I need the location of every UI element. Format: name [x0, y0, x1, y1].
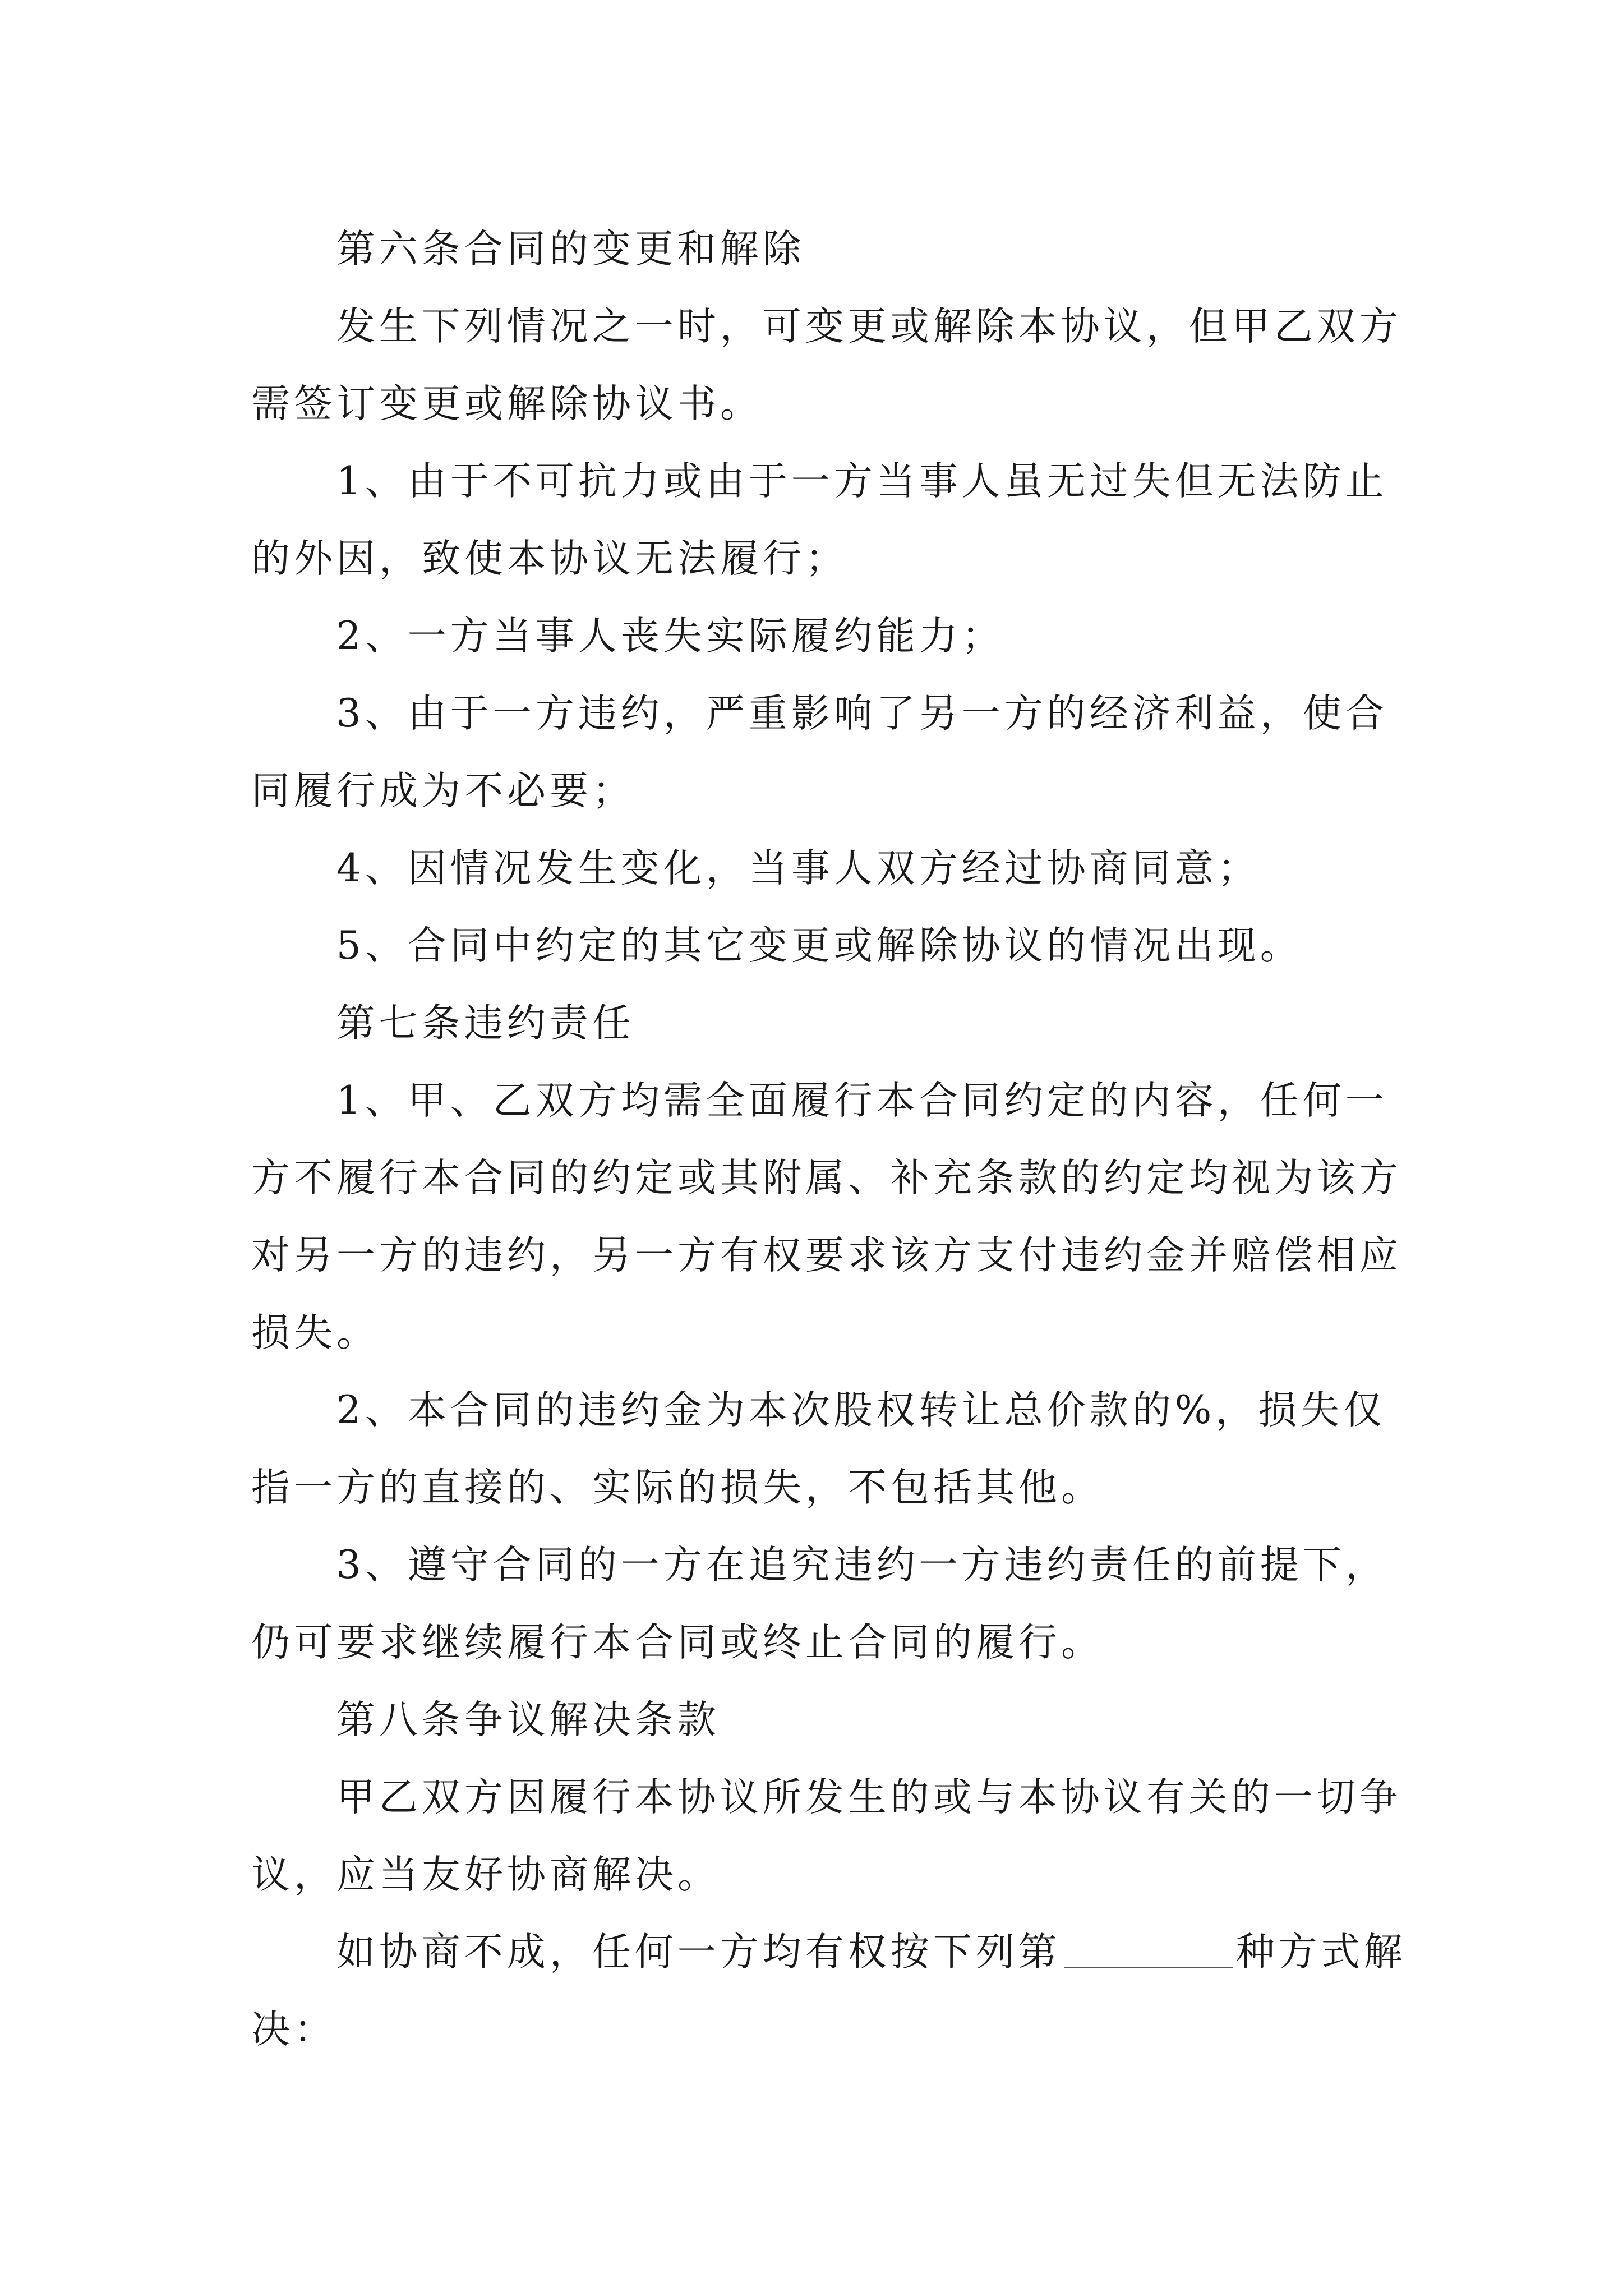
paragraph-with-blank [251, 1913, 1407, 2068]
section-heading: 第六条合同的变更和解除 [336, 227, 805, 272]
list-item: 3、由于一方违约，严重影响了另一方的经济利益，使合同履行成为不必要； [251, 691, 1388, 813]
paragraph: 甲乙双方因履行本协议所发生的或与本协议有关的一切争议，应当友好协商解决。 [251, 1775, 1402, 1897]
list-item: 3、遵守合同的一方在追究违约一方违约责任的前提下，仍可要求继续履行本合同或终止合同的履行。 [251, 1543, 1388, 1665]
list-item: 1、甲、乙双方均需全面履行本合同约定的内容，任何一方不履行本合同的约定或其附属、补充条款的约定均视为该方对另一方的违约，另一方有权要求该方支付违约金并赔偿相应损失。 [251, 1078, 1402, 1355]
list-item: 5、合同中约定的其它变更或解除协议的情况出现。 [336, 923, 1303, 968]
section-heading: 第七条违约责任 [336, 1001, 635, 1046]
list-item: 4、因情况发生变化，当事人双方经过协商同意； [336, 846, 1260, 891]
document-body [251, 210, 1407, 2068]
list-item: 2、一方当事人丧失实际履约能力； [336, 614, 1004, 659]
list-item: 1、由于不可抗力或由于一方当事人虽无过失但无法防止的外因，致使本协议无法履行； [251, 459, 1388, 581]
paragraph: 发生下列情况之一时，可变更或解除本协议，但甲乙双方需签订变更或解除协议书。 [251, 304, 1402, 426]
text-after-blank: 种方式解决： [251, 1930, 1407, 2052]
text-before-blank: 如协商不成，任何一方均有权按下列第 [336, 1930, 1061, 1975]
fill-in-blank [1064, 1928, 1233, 1968]
section-heading: 第八条争议解决条款 [336, 1697, 720, 1742]
list-item: 2、本合同的违约金为本次股权转让总价款的%，损失仅指一方的直接的、实际的损失，不包括其他。 [251, 1388, 1386, 1510]
